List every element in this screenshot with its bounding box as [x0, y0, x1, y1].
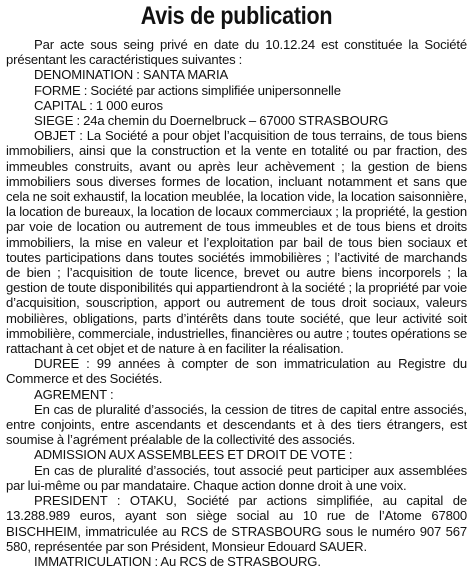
denomination-line: DENOMINATION : SANTA MARIA: [34, 67, 229, 83]
capital-line: CAPITAL : 1 000 euros: [34, 97, 163, 113]
admission-paragraph: En cas de pluralité d’associés, tout associé peut participer aux assemblées par lui-même ou par mandataire. Chaque action donne droit à une voix.: [6, 462, 467, 493]
notice-body: [6, 37, 467, 569]
objet-paragraph: OBJET : La Société a pour objet l’acquisition de tous terrains, de tous biens immobiliers, ainsi que la construction et la vente en totalité ou par fraction, des immeubles construits, avant ou après leur achèvement ; la gestion de biens immobiliers sous diverses formes de location, incluant notamment et sans que cela ne soit exhaustif, la location meublée, la location vide, la location saisonnière, la location de bureaux, la location de locaux commerciaux ; la propriété, la gestion par voie de location ou autrement de tous immeubles et de tous biens et droits immobiliers, la mise en valeur et l’exploitation par bail de tous bien sociaux et toutes participations dans toutes sociétés immobilières ; l’activité de marchands de bien ; l’acquisition de toute licence, brevet ou autre biens incorporels ; la gestion de toute disponibilités qui appartiendront à la société ; la propriété par voie d’acquisition, souscription, apport ou autrement de tous droit sociaux, valeurs mobilières, obligations, parts d’intérêts dans toute société, que leur activité soit immobilière, commerciale, industrielles, financières ou autre ; toutes opérations se rattachant à cet objet et de nature à en faciliter la réalisation.: [6, 128, 467, 357]
agrement-heading: AGREMENT :: [34, 386, 114, 402]
president-paragraph: PRESIDENT : OTAKU, Société par actions simplifiée, au capital de 13.288.989 euros, ayant son siège social au 10 rue de l’Atome 67800 BISCHHEIM, immatriculée au RCS de STRASBOURG sous le numéro 907 567 580, représentée par son Président, Monsieur Edouard SAUER.: [6, 493, 467, 554]
duree-paragraph: DUREE : 99 années à compter de son immatriculation au Registre du Commerce et des Sociétés.: [6, 356, 467, 387]
notice-title: Avis de publication: [140, 2, 333, 30]
forme-line: FORME : Société par actions simplifiée unipersonnelle: [34, 82, 341, 98]
immatriculation-line: IMMATRICULATION : Au RCS de STRASBOURG.: [34, 553, 321, 569]
intro-paragraph: Par acte sous seing privé en date du 10.12.24 est constituée la Société présentant les caractéristiques suivantes :: [6, 37, 467, 68]
siege-line: SIEGE : 24a chemin du Doernelbruck – 67000 STRASBOURG: [34, 113, 389, 129]
agrement-paragraph: En cas de pluralité d’associés, la cession de titres de capital entre associés, entre conjoints, entre ascendants et descendants et à des tiers étrangers, est soumise à l’agrément préalable de la collectivité des associés.: [6, 401, 467, 448]
admission-heading: ADMISSION AUX ASSEMBLEES ET DROIT DE VOTE :: [34, 447, 353, 463]
